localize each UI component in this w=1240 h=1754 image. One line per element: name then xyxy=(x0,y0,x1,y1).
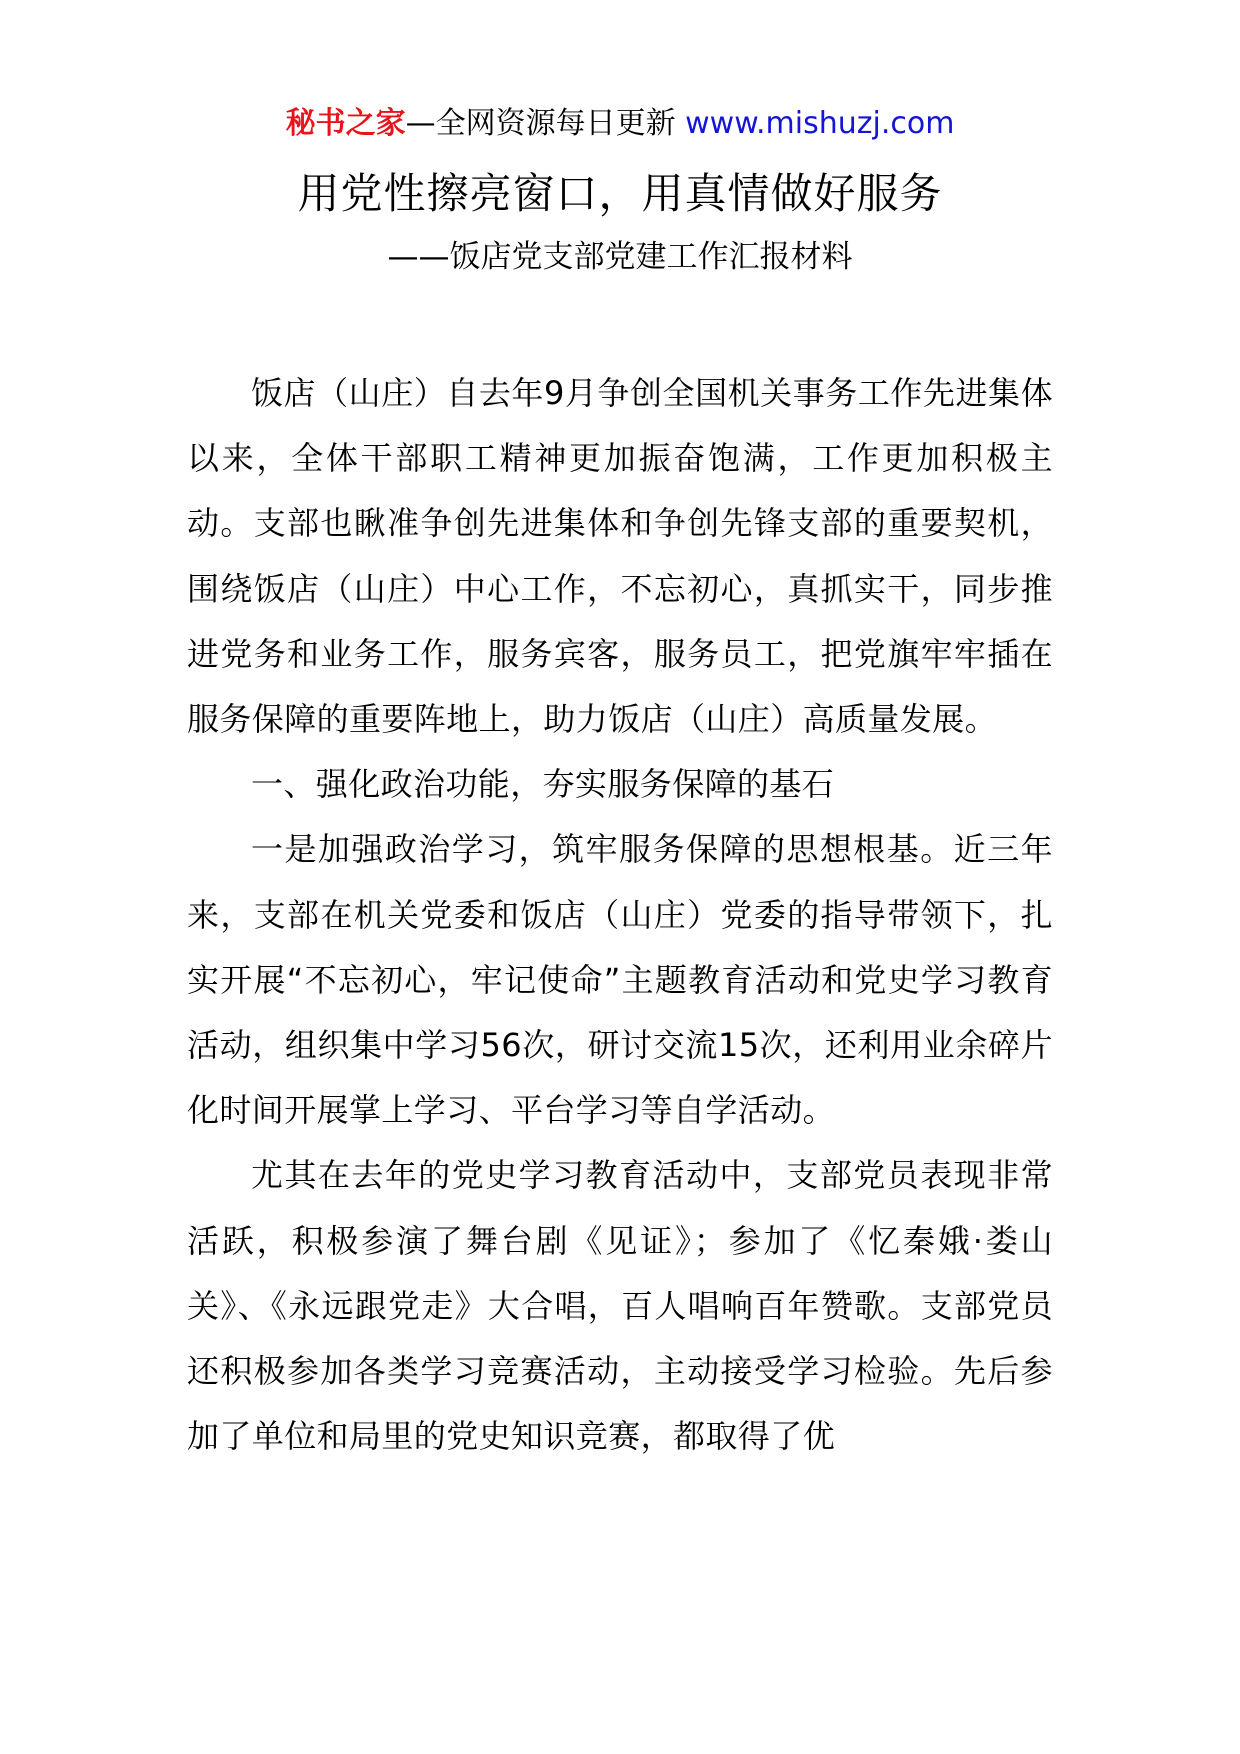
site-url-link[interactable]: www.mishuzj.com xyxy=(685,106,955,141)
brand-name: 秘书之家 xyxy=(285,106,406,141)
paragraph-intro: 饭店（山庄）自去年9月争创全国机关事务工作先进集体以来，全体干部职工精神更加振奋饱满，工作更加积极主动。支部也瞅准争创先进集体和争创先锋支部的重要契机，围绕饭店（山庄）中心工作，不忘初心，真抓实干，同步推进党务和业务工作，服务宾客，服务员工，把党旗牢牢插在服务保障的重要阵地上，助力饭店（山庄）高质量发展。 xyxy=(187,374,1053,739)
header-tagline: —全网资源每日更新 xyxy=(405,106,686,141)
paragraph-activities: 尤其在去年的党史学习教育活动中，支部党员表现非常活跃，积极参演了舞台剧《见证》；参加了《忆秦娥·娄山关》、《永远跟党走》大合唱，百人唱响百年赞歌。支部党员还积极参加各类学习竞赛活动，主动接受学习检验。先后参加了单位和局里的党史知识竞赛，都取得了优 xyxy=(187,1156,1053,1456)
document-body xyxy=(187,361,1053,1469)
document-subtitle: ——饭店党支部党建工作汇报材料 xyxy=(387,239,853,275)
paragraph-study: 一是加强政治学习，筑牢服务保障的思想根基。近三年来，支部在机关党委和饭店（山庄）党委的指导带领下，扎实开展“不忘初心，牢记使命”主题教育活动和党史学习教育活动，组织集中学习56次，研讨交流15次，还利用业余碎片化时间开展掌上学习、平台学习等自学活动。 xyxy=(187,830,1053,1130)
site-header xyxy=(0,104,1240,144)
section-heading: 一、强化政治功能，夯实服务保障的基石 xyxy=(251,765,835,804)
document-title: 用党性擦亮窗口，用真情做好服务 xyxy=(297,169,943,218)
